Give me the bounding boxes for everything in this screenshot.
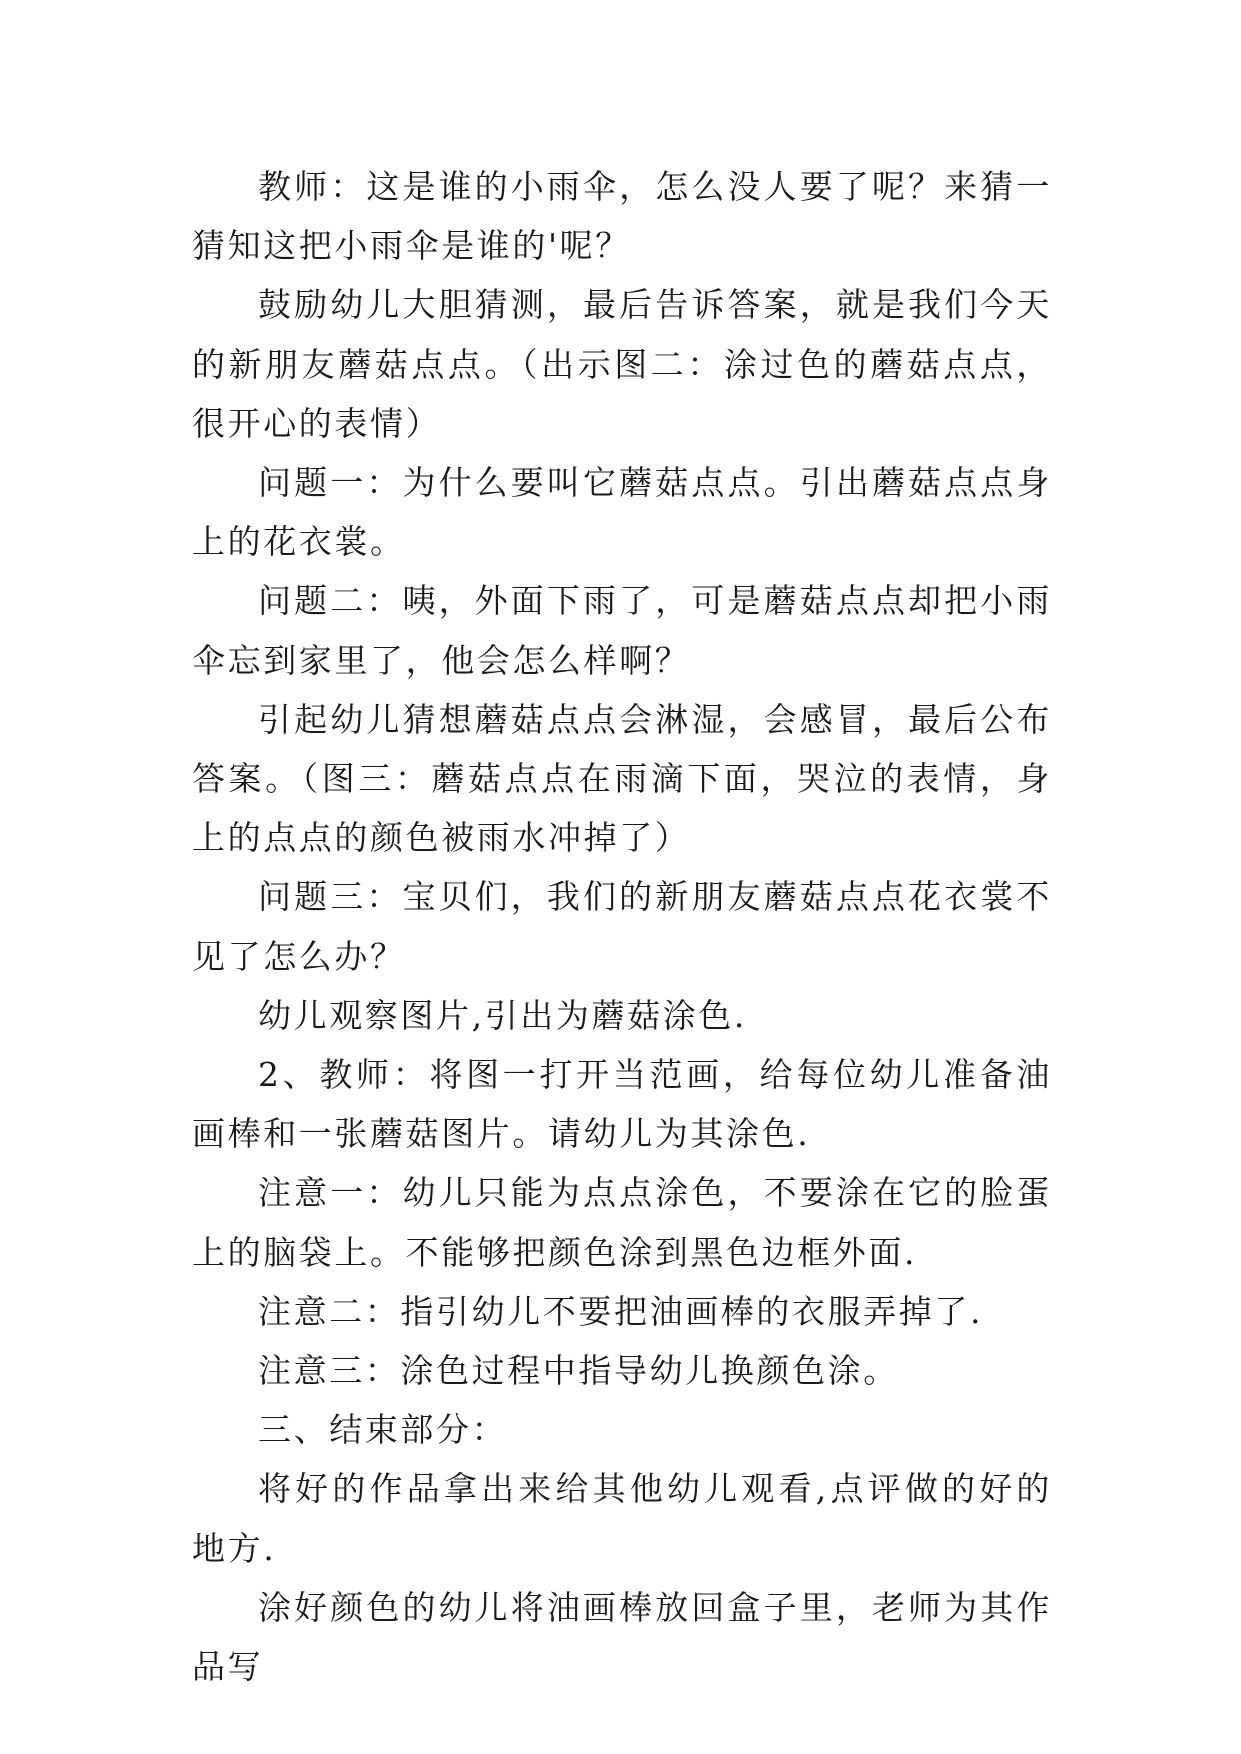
paragraph: 将好的作品拿出来给其他幼儿观看,点评做的好的地方. xyxy=(192,1469,1052,1568)
paragraph: 注意三：涂色过程中指导幼儿换颜色涂。 xyxy=(258,1351,899,1391)
paragraph: 涂好颜色的幼儿将油画棒放回盒子里，老师为其作品写 xyxy=(192,1587,1052,1687)
paragraph: 问题三：宝贝们，我们的新朋友蘑菇点点花衣裳不见了怎么办？ xyxy=(192,877,1052,976)
document-body xyxy=(192,157,1052,1696)
paragraph: 注意一：幼儿只能为点点涂色，不要涂在它的脸蛋上的脑袋上。不能够把颜色涂到黑色边框外面. xyxy=(192,1173,1052,1272)
paragraph: 问题二：咦，外面下雨了，可是蘑菇点点却把小雨伞忘到家里了，他会怎么样啊？ xyxy=(192,581,1052,680)
paragraph: 问题一：为什么要叫它蘑菇点点。引出蘑菇点点身上的花衣裳。 xyxy=(192,463,1052,562)
paragraph: 2、教师：将图一打开当范画，给每位幼儿准备油画棒和一张蘑菇图片。请幼儿为其涂色. xyxy=(192,1055,1052,1154)
paragraph: 注意二：指引幼儿不要把油画棒的衣服弄掉了. xyxy=(258,1291,984,1331)
paragraph: 引起幼儿猜想蘑菇点点会淋湿，会感冒，最后公布答案。（图三：蘑菇点点在雨滴下面，哭泣的表情，身上的点点的颜色被雨水冲掉了） xyxy=(192,699,1052,858)
paragraph: 鼓励幼儿大胆猜测，最后告诉答案，就是我们今天的新朋友蘑菇点点。（出示图二：涂过色的蘑菇点点，很开心的表情） xyxy=(192,285,1052,443)
paragraph: 幼儿观察图片,引出为蘑菇涂色. xyxy=(258,995,747,1035)
paragraph: 教师：这是谁的小雨伞，怎么没人要了呢？来猜一猜知这把小雨伞是谁的'呢？ xyxy=(192,167,1052,266)
section-heading: 三、结束部分： xyxy=(258,1410,508,1450)
